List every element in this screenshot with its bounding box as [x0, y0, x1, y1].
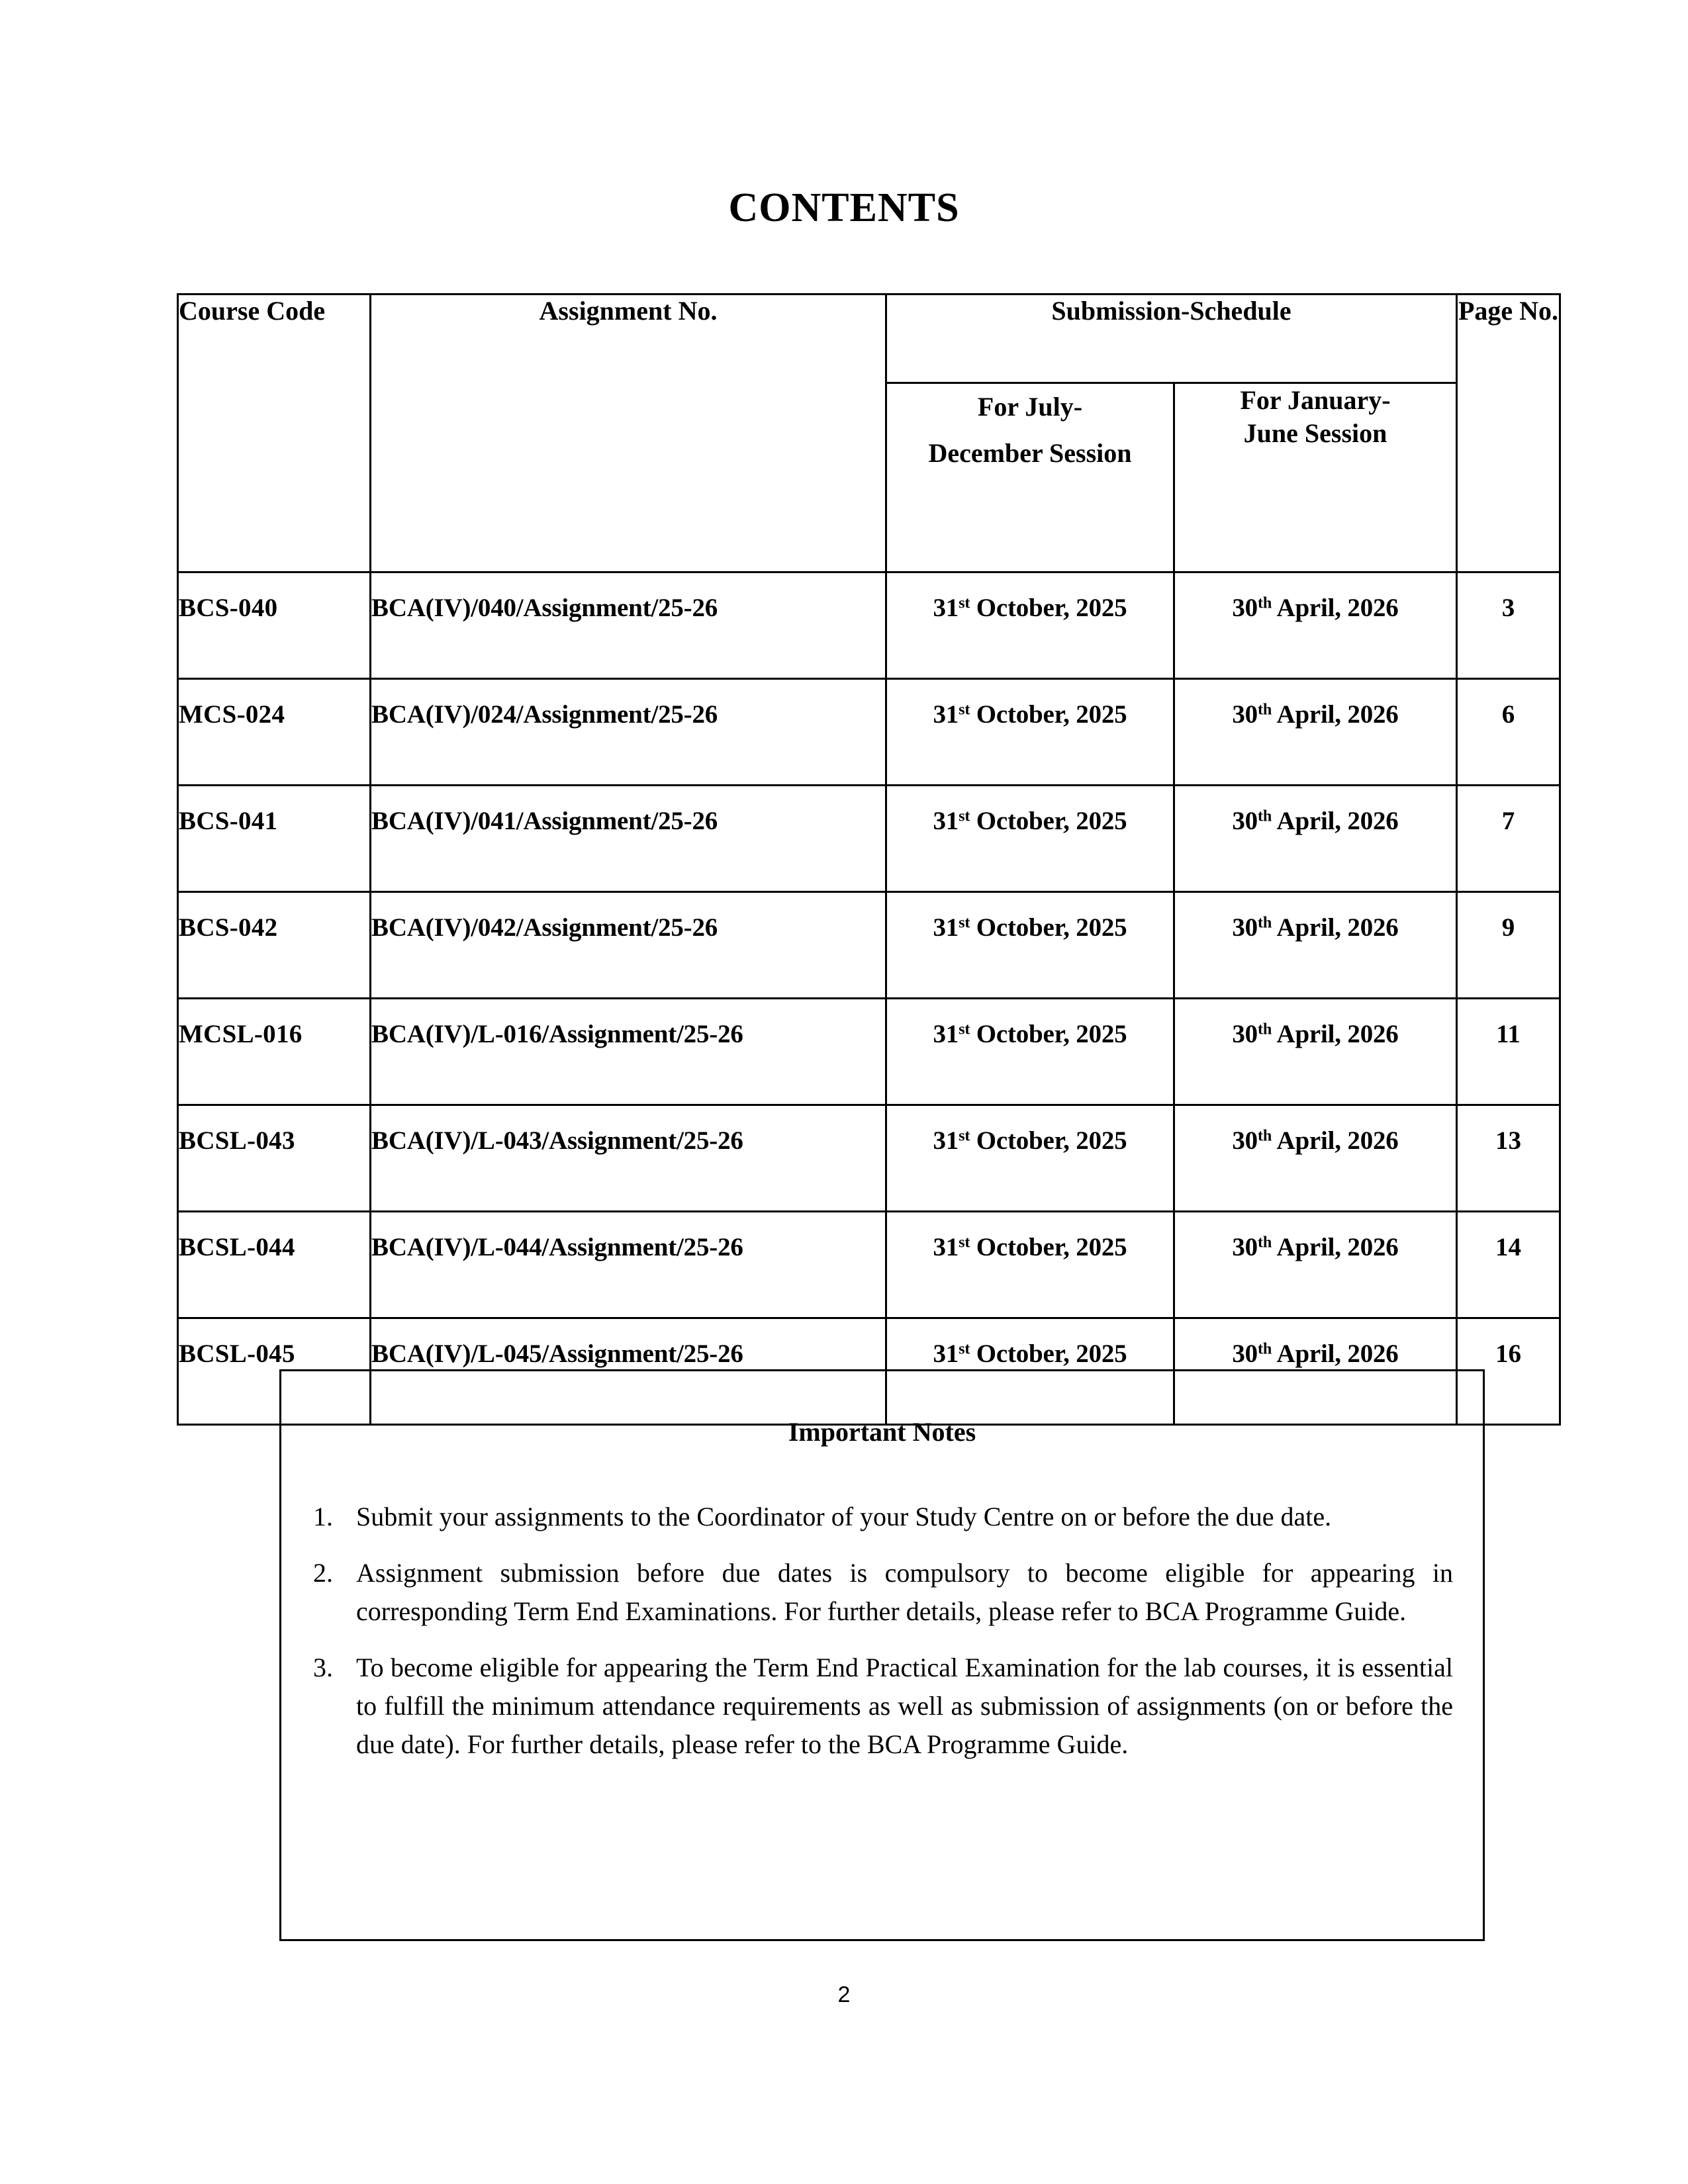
cell-course-code: BCSL-044: [178, 1212, 371, 1318]
cell-assignment-no: BCA(IV)/042/Assignment/25-26: [371, 892, 886, 999]
july-day: 31: [933, 1340, 959, 1368]
cell-assignment-no: BCA(IV)/L-016/Assignment/25-26: [371, 999, 886, 1105]
cell-assignment-no: BCA(IV)/041/Assignment/25-26: [371, 786, 886, 892]
july-day: 31: [933, 594, 959, 622]
cell-july-december-date: [886, 679, 1174, 786]
january-day: 30: [1232, 913, 1258, 942]
cell-july-december-date: [886, 1105, 1174, 1212]
cell-page-no: 3: [1457, 572, 1560, 679]
july-month-year: October, 2025: [970, 807, 1127, 835]
table-row: [178, 892, 1560, 999]
cell-january-june-date: [1174, 1212, 1457, 1318]
cell-july-december-date: [886, 999, 1174, 1105]
july-day-suffix: st: [959, 1340, 970, 1358]
july-day: 31: [933, 1233, 959, 1261]
january-month-year: April, 2026: [1272, 1340, 1399, 1368]
cell-page-no: 7: [1457, 786, 1560, 892]
cell-january-june-date: [1174, 572, 1457, 679]
july-month-year: October, 2025: [970, 913, 1127, 942]
important-note-item: [293, 1649, 1483, 1764]
table-row: [178, 572, 1560, 679]
january-day-suffix: th: [1257, 913, 1272, 932]
header-course-code: Course Code: [178, 295, 371, 572]
header-for-january-june: [1174, 383, 1457, 572]
note-number: 1.: [313, 1502, 333, 1531]
january-month-year: April, 2026: [1272, 700, 1399, 729]
cell-january-june-date: [1174, 999, 1457, 1105]
july-day-suffix: st: [959, 700, 970, 719]
july-day-suffix: st: [959, 1233, 970, 1251]
january-month-year: April, 2026: [1272, 594, 1399, 622]
table-body: [178, 572, 1560, 1425]
footer-page-number: 2: [837, 1982, 851, 2007]
january-day-suffix: th: [1257, 1233, 1272, 1251]
note-text: Assignment submission before due dates is compulsory to become eligible for appearing in corresponding Term End Examinations. For further details, please refer to BCA Programme Guide.: [356, 1558, 1453, 1626]
cell-assignment-no: BCA(IV)/024/Assignment/25-26: [371, 679, 886, 786]
cell-page-no: 11: [1457, 999, 1560, 1105]
table-row: [178, 1212, 1560, 1318]
header-january-line2: June Session: [1243, 418, 1387, 448]
page-title: CONTENTS: [728, 185, 960, 230]
july-month-year: October, 2025: [970, 594, 1127, 622]
contents-table: [177, 293, 1561, 1426]
cell-course-code: BCS-041: [178, 786, 371, 892]
table-header-row-1: [178, 295, 1560, 383]
header-for-july-december: [886, 383, 1174, 572]
header-july-line2: December Session: [928, 438, 1132, 468]
july-month-year: October, 2025: [970, 700, 1127, 729]
header-assignment-no: Assignment No.: [371, 295, 886, 572]
january-day-suffix: th: [1257, 1340, 1272, 1358]
important-notes-title: Important Notes: [788, 1417, 976, 1447]
july-day: 31: [933, 807, 959, 835]
july-month-year: October, 2025: [970, 1233, 1127, 1261]
july-month-year: October, 2025: [970, 1340, 1127, 1368]
header-submission-schedule: Submission-Schedule: [886, 295, 1457, 383]
cell-january-june-date: [1174, 786, 1457, 892]
cell-page-no: 6: [1457, 679, 1560, 786]
cell-page-no: 16: [1457, 1318, 1560, 1425]
july-day: 31: [933, 1126, 959, 1155]
note-number: 3.: [313, 1653, 333, 1682]
table-row: [178, 999, 1560, 1105]
table-row: [178, 1105, 1560, 1212]
july-day: 31: [933, 1020, 959, 1048]
cell-course-code: BCS-040: [178, 572, 371, 679]
january-month-year: April, 2026: [1272, 807, 1399, 835]
january-month-year: April, 2026: [1272, 1233, 1399, 1261]
note-text: Submit your assignments to the Coordinator of your Study Centre on or before the due date.: [356, 1502, 1332, 1531]
january-day: 30: [1232, 594, 1258, 622]
january-day: 30: [1232, 807, 1258, 835]
header-january-line1: For January-: [1240, 385, 1391, 415]
january-month-year: April, 2026: [1272, 1126, 1399, 1155]
cell-january-june-date: [1174, 1105, 1457, 1212]
header-july-line1: For July-: [977, 392, 1083, 422]
cell-assignment-no: BCA(IV)/L-043/Assignment/25-26: [371, 1105, 886, 1212]
cell-assignment-no: BCA(IV)/L-044/Assignment/25-26: [371, 1212, 886, 1318]
note-text: To become eligible for appearing the Term End Practical Examination for the lab courses, it is essential to fulfill the minimum attendance requirements as well as submission of assignments (on or before the due date). For further details, please refer to the BCA Programme Guide.: [356, 1653, 1453, 1759]
january-day-suffix: th: [1257, 700, 1272, 719]
july-day: 31: [933, 700, 959, 729]
july-month-year: October, 2025: [970, 1126, 1127, 1155]
cell-course-code: BCSL-043: [178, 1105, 371, 1212]
cell-page-no: 9: [1457, 892, 1560, 999]
july-day-suffix: st: [959, 913, 970, 932]
cell-july-december-date: [886, 786, 1174, 892]
cell-course-code: BCS-042: [178, 892, 371, 999]
cell-page-no: 14: [1457, 1212, 1560, 1318]
january-day: 30: [1232, 1340, 1258, 1368]
header-page-no: Page No.: [1457, 295, 1560, 572]
cell-page-no: 13: [1457, 1105, 1560, 1212]
january-month-year: April, 2026: [1272, 913, 1399, 942]
cell-january-june-date: [1174, 892, 1457, 999]
cell-course-code: BCSL-045: [178, 1318, 371, 1425]
cell-july-december-date: [886, 1212, 1174, 1318]
important-notes-box: [279, 1369, 1485, 1941]
cell-july-december-date: [886, 572, 1174, 679]
july-month-year: October, 2025: [970, 1020, 1127, 1048]
july-day: 31: [933, 913, 959, 942]
cell-course-code: MCS-024: [178, 679, 371, 786]
table-row: [178, 679, 1560, 786]
important-notes-list: [281, 1498, 1483, 1764]
january-day-suffix: th: [1257, 1126, 1272, 1145]
july-day-suffix: st: [959, 1020, 970, 1038]
january-day-suffix: th: [1257, 807, 1272, 825]
january-month-year: April, 2026: [1272, 1020, 1399, 1048]
table-header: [178, 295, 1560, 572]
january-day: 30: [1232, 1020, 1258, 1048]
cell-assignment-no: BCA(IV)/L-045/Assignment/25-26: [371, 1318, 886, 1425]
july-day-suffix: st: [959, 1126, 970, 1145]
january-day: 30: [1232, 1233, 1258, 1261]
january-day-suffix: th: [1257, 1020, 1272, 1038]
important-note-item: [293, 1554, 1483, 1631]
july-day-suffix: st: [959, 594, 970, 612]
cell-course-code: MCSL-016: [178, 999, 371, 1105]
cell-july-december-date: [886, 892, 1174, 999]
table-row: [178, 786, 1560, 892]
cell-january-june-date: [1174, 679, 1457, 786]
cell-assignment-no: BCA(IV)/040/Assignment/25-26: [371, 572, 886, 679]
july-day-suffix: st: [959, 807, 970, 825]
note-number: 2.: [313, 1558, 333, 1588]
january-day: 30: [1232, 1126, 1258, 1155]
important-note-item: [293, 1498, 1483, 1536]
january-day: 30: [1232, 700, 1258, 729]
january-day-suffix: th: [1257, 594, 1272, 612]
